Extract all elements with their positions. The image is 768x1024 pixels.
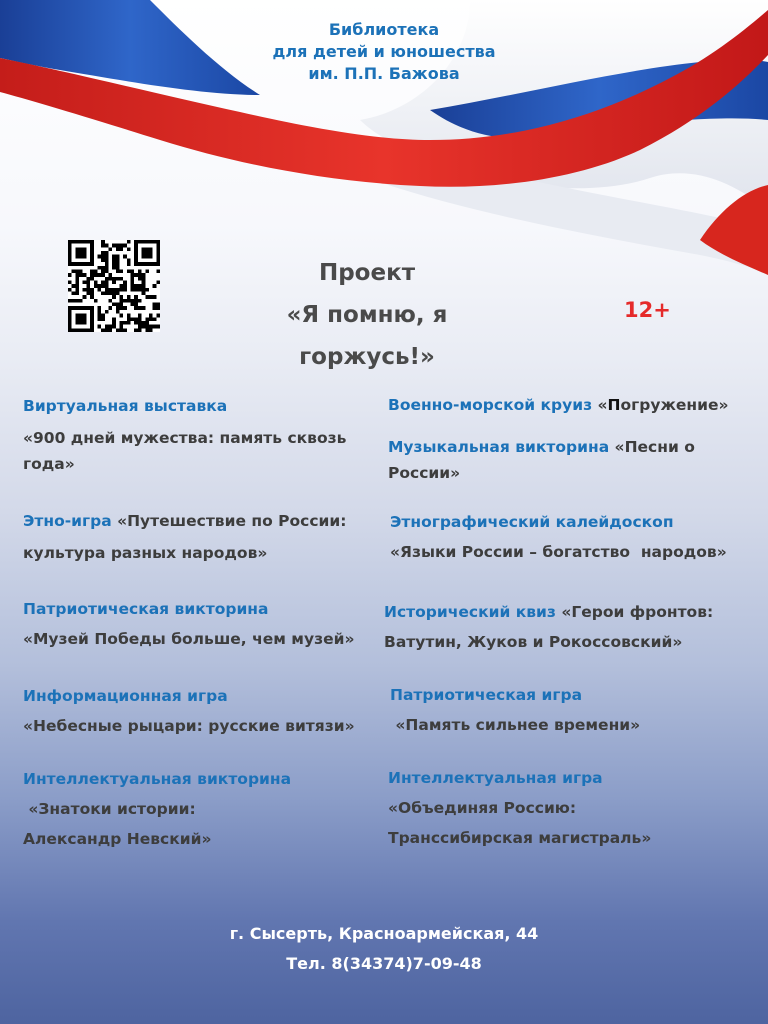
event-type: Исторический квиз bbox=[384, 603, 556, 621]
event-title: Транссибирская магистраль» bbox=[388, 829, 652, 847]
event-type: Этно-игра bbox=[23, 512, 112, 530]
event-left-3 bbox=[23, 594, 354, 654]
event-right-4 bbox=[384, 597, 713, 657]
event-left-5 bbox=[23, 764, 291, 854]
header-line-1: Библиотека bbox=[328, 20, 440, 39]
event-type: Патриотическая викторина bbox=[23, 600, 269, 618]
event-left-1 bbox=[23, 393, 346, 477]
project-title-line-1: Проект bbox=[318, 260, 416, 286]
event-title: Александр Невский» bbox=[23, 830, 212, 848]
project-title-line-2: «Я помню, я горжусь!» bbox=[286, 302, 448, 370]
event-type: Интеллектуальная викторина bbox=[23, 770, 292, 788]
event-title-part: « bbox=[592, 396, 608, 414]
event-title: Ватутин, Жуков и Рокоссовский» bbox=[384, 633, 683, 651]
event-title: «900 дней мужества: память сквозь bbox=[23, 429, 347, 447]
event-right-2 bbox=[388, 434, 695, 486]
header-line-3: им. П.П. Бажова bbox=[308, 64, 460, 83]
event-title: «Небесные рыцари: русские витязи» bbox=[23, 717, 355, 735]
event-title: культура разных народов» bbox=[23, 544, 268, 562]
header-line-2: для детей и юношества bbox=[272, 42, 496, 61]
event-type: Интеллектуальная игра bbox=[388, 769, 603, 787]
event-type: Виртуальная выставка bbox=[23, 397, 228, 415]
event-title: года» bbox=[23, 455, 75, 473]
event-type: Музыкальная викторина bbox=[388, 438, 610, 456]
event-title: «Знатоки истории: bbox=[23, 800, 196, 818]
event-title: «Герои фронтов: bbox=[555, 603, 714, 621]
event-title: «Музей Победы больше, чем музей» bbox=[23, 630, 355, 648]
event-type: Информационная игра bbox=[23, 687, 228, 705]
event-title: «Объединяя Россию: bbox=[388, 799, 577, 817]
project-title bbox=[222, 252, 512, 378]
event-title-part: П bbox=[607, 396, 621, 414]
age-rating-badge: 12+ bbox=[624, 298, 671, 322]
event-title: России» bbox=[388, 464, 461, 482]
event-right-5 bbox=[390, 680, 640, 740]
event-title-part: огружение» bbox=[620, 396, 729, 414]
event-left-2 bbox=[23, 505, 346, 569]
library-header bbox=[0, 19, 768, 85]
event-type: Этнографический калейдоскоп bbox=[390, 513, 674, 531]
event-right-1 bbox=[388, 392, 728, 418]
event-right-6 bbox=[388, 763, 651, 853]
event-title: «Память сильнее времени» bbox=[390, 716, 641, 734]
event-title: «Песни о bbox=[609, 438, 695, 456]
event-type: Патриотическая игра bbox=[390, 686, 583, 704]
event-type: Военно-морской круиз bbox=[388, 396, 593, 414]
event-title: «Языки России – богатство народов» bbox=[390, 543, 727, 561]
event-title: «Путешествие по России: bbox=[111, 512, 347, 530]
address-text: г. Сысерть, Красноармейская, 44 bbox=[229, 924, 539, 943]
qr-code-icon[interactable] bbox=[68, 240, 160, 332]
event-right-3 bbox=[390, 507, 727, 567]
event-left-4 bbox=[23, 681, 355, 741]
phone-text: Тел. 8(34374)7-09-48 bbox=[286, 954, 482, 973]
